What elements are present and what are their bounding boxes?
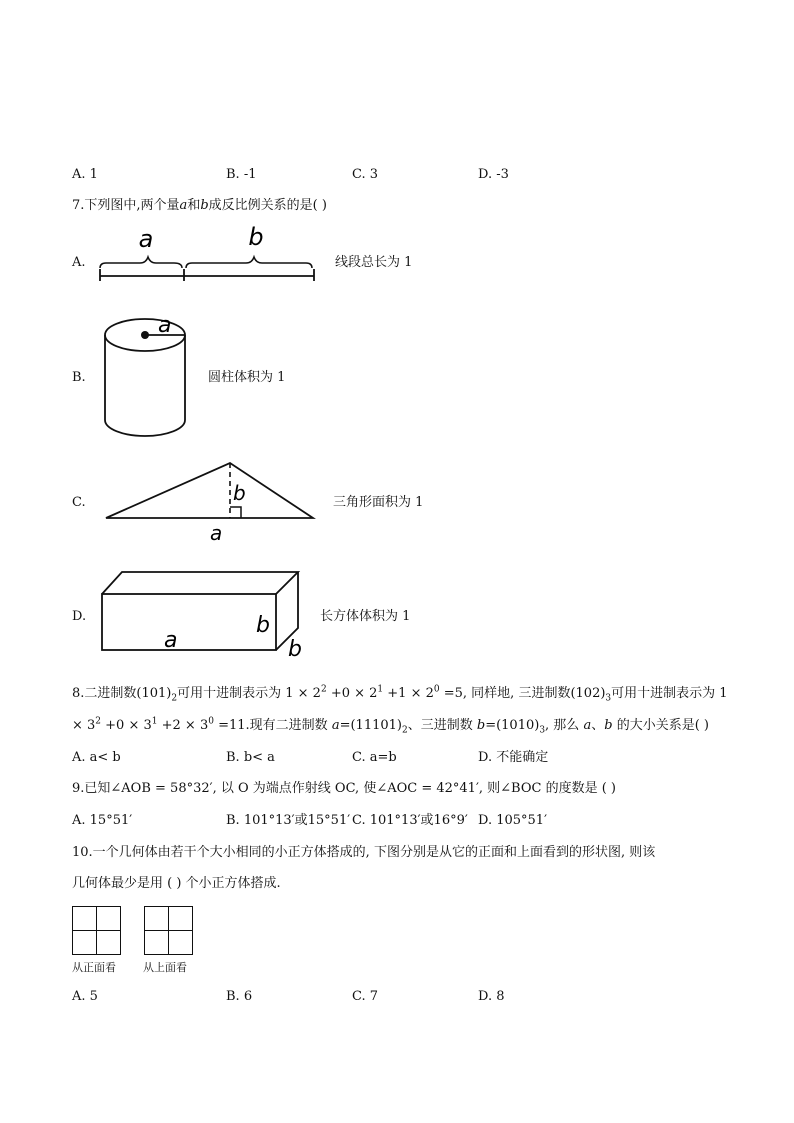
q7-figure-b <box>100 312 195 442</box>
q6-option-b: B. -1 <box>226 167 257 182</box>
q10-stem-line2: 几何体最少是用 ( ) 个小正方体搭成. <box>72 876 281 891</box>
q7-d-label-a: a <box>164 628 178 653</box>
q10-stem-line1: 10.一个几何体由若干个大小相同的小正方体搭成的, 下图分别是从它的正面和上面看到的形状图, 则该 <box>72 845 656 860</box>
q6-option-c: C. 3 <box>352 167 379 182</box>
q7-option-d-desc: 长方体体积为 1 <box>320 609 411 624</box>
q7-a-label-a: a <box>138 225 154 253</box>
q9-option-c: C. 101°13′或16°9′ <box>352 813 468 828</box>
q7-d-label-b-front: b <box>256 613 270 638</box>
q8-option-c: C. a=b <box>352 750 397 765</box>
q7-option-b-letter: B. <box>72 370 86 385</box>
q7-b-label-a: a <box>158 313 172 338</box>
q7-option-c-desc: 三角形面积为 1 <box>333 495 424 510</box>
q7-c-label-a: a <box>210 521 223 545</box>
q9-option-b: B. 101°13′或15°51′ <box>226 813 351 828</box>
q8-stem-line1: 8.二进制数$(101)_2$可用十进制表示为 $1 \times 2^2 +0 \times 2^1 +1 \times 2^0 =5$, 同样地, 三进制数$(102)_3$可用十进制表示为 1 <box>72 684 728 704</box>
q10-option-a: A. 5 <box>72 989 98 1004</box>
q9-option-a: A. 15°51′ <box>72 813 133 828</box>
q7-d-label-b-side: b <box>288 637 302 662</box>
q10-option-c: C. 7 <box>352 989 379 1004</box>
q10-option-b: B. 6 <box>226 989 253 1004</box>
q7-figure-d <box>98 568 308 660</box>
q7-stem: 7.下列图中,两个量a和b成反比例关系的是( ) <box>72 198 327 213</box>
q7-figure-a <box>96 225 326 285</box>
q7-c-label-b: b <box>233 481 246 505</box>
q7-figure-c <box>100 458 320 548</box>
q10-top-view-grid <box>144 906 194 956</box>
q8-option-d: D. 不能确定 <box>478 750 549 765</box>
q10-top-view-label: 从上面看 <box>143 961 187 974</box>
q7-a-label-b: b <box>248 223 264 251</box>
q7-option-d-letter: D. <box>72 609 87 624</box>
q7-option-c-letter: C. <box>72 495 86 510</box>
q8-option-b: B. b< a <box>226 750 275 765</box>
q10-option-d: D. 8 <box>478 989 505 1004</box>
q8-stem-line2: × $3^2 +0 \times 3^1 +2 \times 3^0 =11$.现有二进制数 $a=(11101)_2$、三进制数 $b=(1010)_3$, 那么 a、b 的大小关系是( ) <box>72 716 709 736</box>
q8-option-a: A. a< b <box>72 750 121 765</box>
q10-front-view-grid <box>72 906 122 956</box>
q9-option-d: D. 105°51′ <box>478 813 548 828</box>
q6-option-a: A. 1 <box>72 167 98 182</box>
q9-stem: 9.已知∠AOB = 58°32′, 以 O 为端点作射线 OC, 使∠AOC = 42°41′, 则∠BOC 的度数是 ( ) <box>72 781 616 796</box>
q7-option-a-desc: 线段总长为 1 <box>335 255 413 270</box>
q6-option-d: D. -3 <box>478 167 509 182</box>
q7-option-b-desc: 圆柱体积为 1 <box>208 370 286 385</box>
q7-option-a-letter: A. <box>72 255 86 270</box>
q10-front-view-label: 从正面看 <box>72 961 116 974</box>
